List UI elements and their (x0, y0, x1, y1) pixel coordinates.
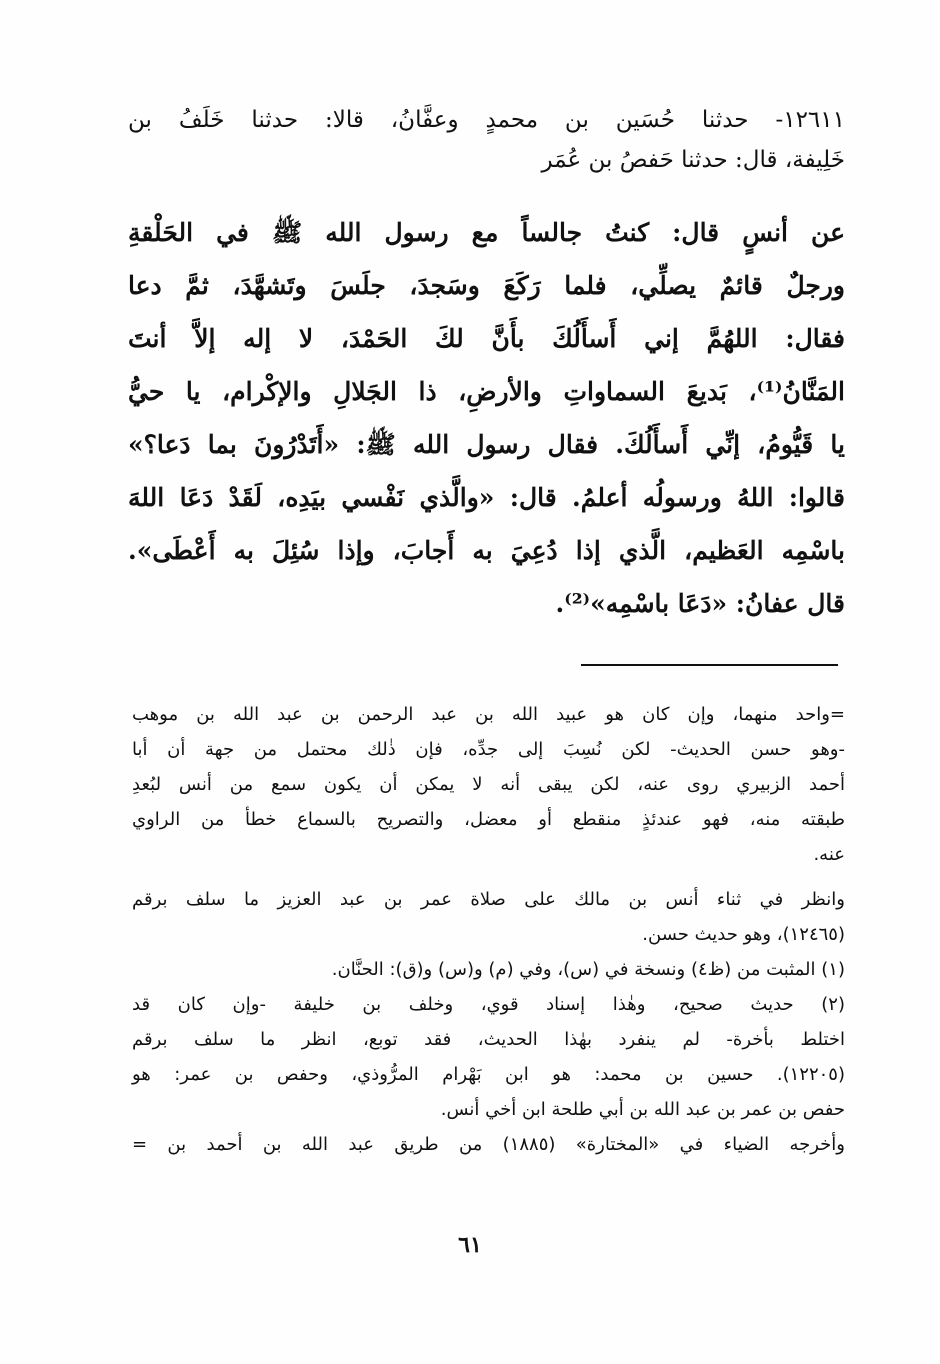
matn-line: عن أنسٍ قال: كنتُ جالساً مع رسول الله ﷺ في الحَلْقةِ (128, 218, 845, 247)
footnote-2-line: وأخرجه الضياء في «المختارة» (١٨٨٥) من طريق عبد الله بن أحمد بن = (132, 1134, 845, 1155)
footnote-line: -وهو حسن الحديث- لكن نُسِبَ إلى جدِّه، فإن ذٰلك محتمل من جهة أن أبا (132, 739, 845, 760)
hadith-matn (128, 206, 845, 630)
isnad-line: خَلِيفة، قال: حدثنا حَفصُ بن عُمَر (541, 147, 845, 173)
footnote-2-line: حفص بن عمر بن عبد الله بن أبي طلحة ابن أخي أنس. (440, 1099, 845, 1120)
footnote-line: طبقته منه، فهو عندئذٍ منقطع أو معضل، والتصريح بالسماع خطأ من الراوي (132, 809, 845, 830)
matn-line: ورجلٌ قائمٌ يصلِّي، فلما رَكَعَ وسَجدَ، جلَسَ وتَشهَّدَ، ثمَّ دعا (128, 271, 845, 300)
matn-line: فقال: اللهُمَّ إني أَسأَلُكَ بأَنَّ لكَ الحَمْدَ، لا إله إلاَّ أنتَ (128, 324, 845, 353)
footnote-separator (581, 664, 838, 666)
footnote-line: أحمد الزبيري روى عنه، لكن يبقى أنه لا يمكن أن يكون سمع من أنس لبُعدِ (132, 774, 845, 795)
matn-line: باسْمِه العَظيم، الَّذي إذا دُعِيَ به أَجابَ، وإذا سُئِلَ به أَعْطَى». (128, 536, 845, 565)
footnote-line: وانظر في ثناء أنس بن مالك على صلاة عمر بن عبد العزيز ما سلف برقم (132, 889, 845, 910)
footnote-2-line: (٢) حديث صحيح، وهٰذا إسناد قوي، وخلف بن خليفة -وإن كان قد (132, 994, 845, 1015)
footnote-line: =واحد منهما، وإن كان هو عبيد الله بن عبد الرحمن بن عبد الله بن موهب (132, 704, 845, 725)
isnad-line: ١٢٦١١- حدثنا حُسَين بن محمدٍ وعفَّانُ، قالا: حدثنا خَلَفُ بن (128, 107, 845, 133)
footnote-line: (١٢٤٦٥)، وهو حديث حسن. (642, 924, 845, 945)
matn-line: يا قَيُّومُ، إنِّي أَسأَلُكَ. فقال رسول الله ﷺ: «أَتَدْرُونَ بما دَعا؟» (128, 430, 845, 459)
matn-line: قالوا: اللهُ ورسولُه أعلمُ. قال: «والَّذي نَفْسي بيَدِه، لَقَدْ دَعَا اللهَ (128, 483, 845, 512)
page-number: ٦١ (458, 1232, 482, 1258)
footnote-line: عنه. (813, 844, 845, 865)
matn-line: قال عفانُ: «دَعَا باسْمِه»⁽²⁾. (555, 589, 845, 618)
footnote-1: (١) المثبت من (ظ٤) ونسخة في (س)، وفي (م) و(س) و(ق): الحنَّان. (331, 959, 845, 980)
hadith-isnad (128, 100, 845, 180)
matn-line: المَنَّانُ⁽¹⁾، بَديعَ السماواتِ والأرضِ، ذا الجَلالِ والإكْرام، يا حيُّ (128, 377, 845, 406)
footnote-2-line: (١٢٢٠٥). حسين بن محمد: هو ابن بَهْرام المرُّوذي، وحفص بن عمر: هو (132, 1064, 845, 1085)
footnotes (132, 697, 845, 1162)
footnote-2-line: اختلط بأخرة- لم ينفرد بهٰذا الحديث، فقد توبع، انظر ما سلف برقم (132, 1029, 845, 1050)
